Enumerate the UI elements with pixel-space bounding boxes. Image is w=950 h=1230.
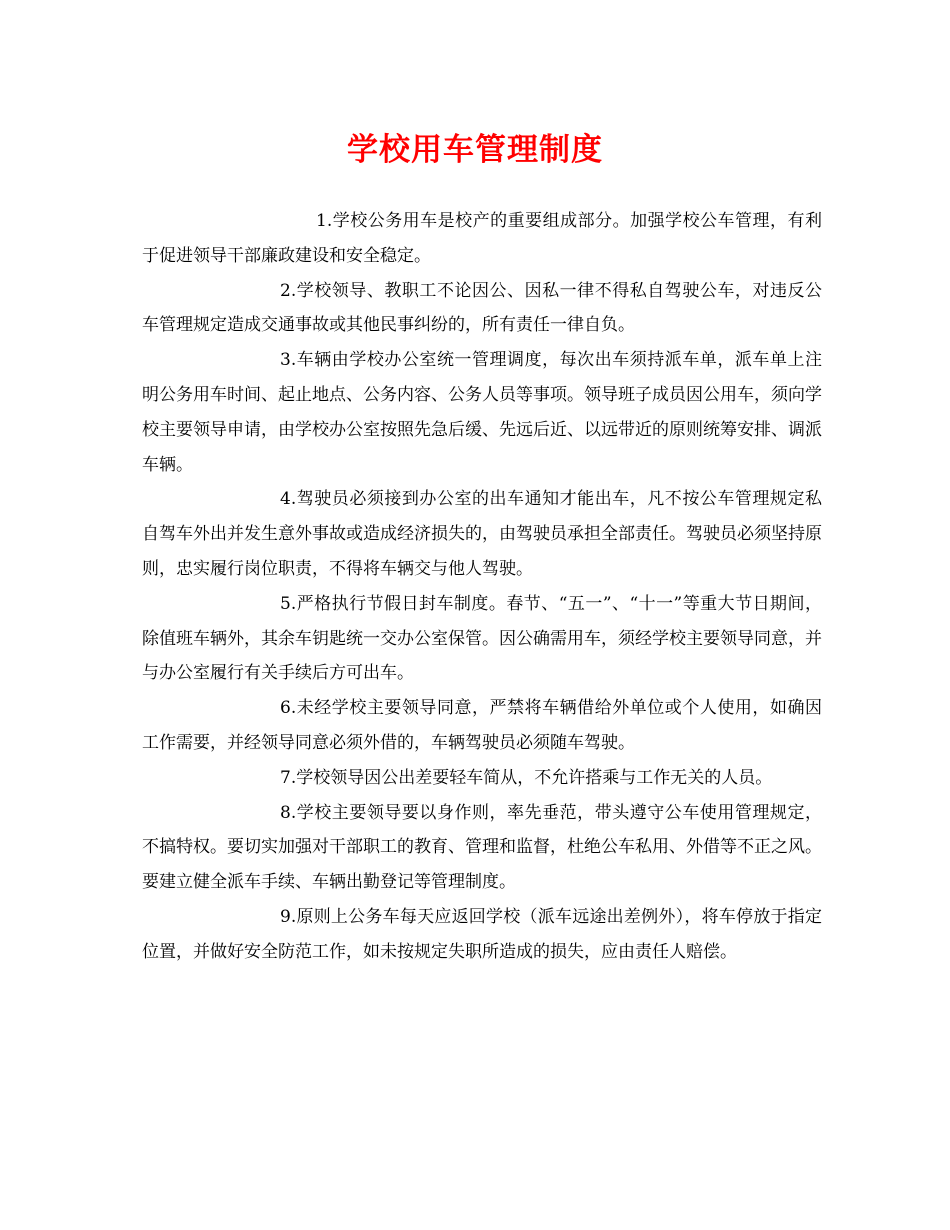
paragraph-2: 2.学校领导、教职工不论因公、因私一律不得私自驾驶公车，对违反公车管理规定造成交通事故或其他民事纠纷的，所有责任一律自负。 — [142, 280, 822, 336]
document-body — [142, 204, 822, 970]
document-title: 学校用车管理制度 — [347, 132, 603, 168]
paragraph-5: 5.严格执行节假日封车制度。春节、“五一”、“十一”等重大节日期间，除值班车辆外，其余车钥匙统一交办公室保管。因公确需用车，须经学校主要领导同意，并与办公室履行有关手续后方可出车。 — [142, 593, 822, 684]
paragraph-1: 1.学校公务用车是校产的重要组成部分。加强学校公车管理，有利于促进领导干部廉政建设和安全稳定。 — [142, 211, 822, 266]
paragraph-9: 9.原则上公务车每天应返回学校（派车远途出差例外），将车停放于指定位置，并做好安全防范工作，如未按规定失职所造成的损失，应由责任人赔偿。 — [142, 906, 822, 962]
paragraph-4: 4.驾驶员必须接到办公室的出车通知才能出车，凡不按公车管理规定私自驾车外出并发生意外事故或造成经济损失的，由驾驶员承担全部责任。驾驶员必须坚持原则，忠实履行岗位职责，不得将车辆交与他人驾驶。 — [142, 489, 822, 579]
paragraph-7: 7.学校领导因公出差要轻车简从，不允许搭乘与工作无关的人员。 — [280, 767, 773, 788]
paragraph-3: 3.车辆由学校办公室统一管理调度，每次出车须持派车单，派车单上注明公务用车时间、起止地点、公务内容、公务人员等事项。领导班子成员因公用车，须向学校主要领导申请，由学校办公室按照先急后缓、先远后近、以远带近的原则统筹安排、调派车辆。 — [142, 350, 822, 475]
paragraph-6: 6.未经学校主要领导同意，严禁将车辆借给外单位或个人使用，如确因工作需要，并经领导同意必须外借的，车辆驾驶员必须随车驾驶。 — [142, 698, 822, 753]
paragraph-8: 8.学校主要领导要以身作则，率先垂范，带头遵守公车使用管理规定，不搞特权。要切实加强对干部职工的教育、管理和监督，杜绝公车私用、外借等不正之风。要建立健全派车手续、车辆出勤登记等管理制度。 — [142, 802, 822, 893]
